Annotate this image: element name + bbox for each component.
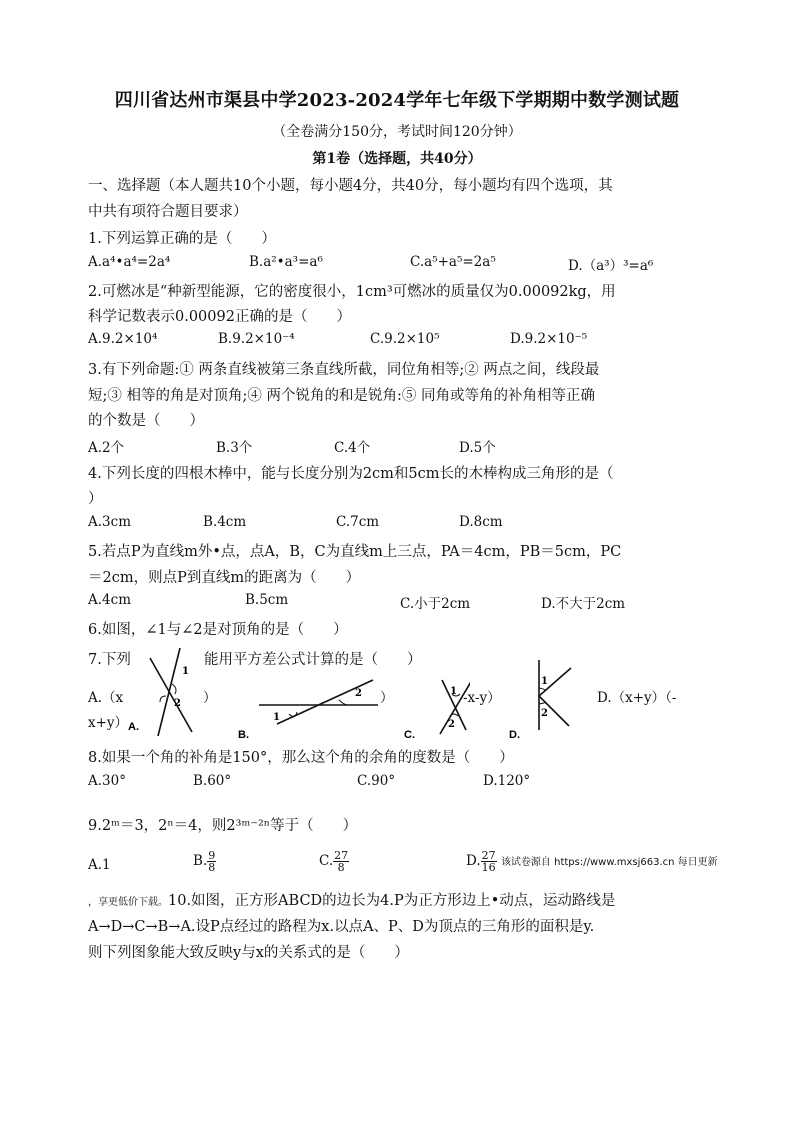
q8-option-b: B.60° xyxy=(193,773,232,789)
q2-stem-line2: 科学记数表示0.00092正确的是（ ） xyxy=(88,309,351,325)
q6-stem: 6.如图，∠1与∠2是对顶角的是（ ） xyxy=(88,622,348,638)
q4-option-c: C.7cm xyxy=(336,514,380,530)
q9-c-numerator: 27 xyxy=(334,849,349,862)
fig-c-angle2: 2 xyxy=(448,719,455,730)
q9-option-c-label: C. xyxy=(319,853,334,869)
q9-option-d-label: D. xyxy=(466,853,481,869)
q3-option-c: C.4个 xyxy=(334,440,371,456)
q7-option-a: A.（x xyxy=(88,690,124,706)
q8-stem: 8.如果一个角的补角是150°，那么这个角的余角的度数是（ ） xyxy=(88,750,514,766)
q5-stem-line1: 5.若点P为直线m外•点，点A，B，C为直线m上三点，PA＝4cm，PB＝5cm，PC xyxy=(88,544,622,560)
q5-option-b: B.5cm xyxy=(245,592,289,608)
q5-option-a: A.4cm xyxy=(88,592,131,608)
fig-b-label: B. xyxy=(238,729,249,741)
q9-b-denominator: 8 xyxy=(208,861,216,874)
q7-option-c-end: -x-y） xyxy=(463,690,501,706)
q3-option-b: B.3个 xyxy=(216,440,253,456)
source-watermark-tail: ，享更低价下载。 xyxy=(88,897,168,908)
q10-line1-text: 10.如图，正方形ABCD的边长为4.P为正方形边上•动点，运动路线是 xyxy=(168,893,616,909)
q3-option-d: D.5个 xyxy=(459,440,496,456)
q7-stem-start: 7.下列 xyxy=(88,652,131,668)
q1-option-c: C.a⁵+a⁵=2a⁵ xyxy=(410,254,496,270)
fig-d-angle2: 2 xyxy=(541,708,548,719)
q9-option-b xyxy=(193,850,216,873)
q8-option-c: C.90° xyxy=(357,773,396,789)
q1-option-b: B.a²•a³=a⁶ xyxy=(249,254,323,270)
q8-option-a: A.30° xyxy=(88,773,126,789)
q9-d-numerator: 27 xyxy=(481,849,496,862)
q4-stem-line1: 4.下列长度的四根木棒中，能与长度分别为2cm和5cm长的木棒构成三角形的是（ xyxy=(88,466,614,482)
q7-option-d: D.（x+y）（- xyxy=(597,690,677,706)
q3-stem-line2: 短;③ 相等的角是对顶角;④ 两个锐角的和是锐角:⑤ 同角或等角的补角相等正确 xyxy=(88,388,595,404)
fig-b-angle1: 1 xyxy=(273,712,280,723)
fig-c-label: C. xyxy=(404,729,415,741)
q7-option-d-continued: x+y） xyxy=(88,715,129,731)
q6-figure-d xyxy=(505,658,585,742)
fig-c-angle1: 1 xyxy=(450,686,457,697)
q9-d-denominator: 16 xyxy=(481,861,496,874)
q9-stem: 9.2ᵐ＝3，2ⁿ＝4，则2³ᵐ⁻²ⁿ等于（ ） xyxy=(88,818,358,834)
page-title: 四川省达州市渠县中学2023-2024学年七年级下学期期中数学测试题 xyxy=(114,90,680,111)
q9-option-b-label: B. xyxy=(193,853,208,869)
q2-stem-line1: 2.可燃冰是“种新型能源，它的密度很小，1cm³可燃冰的质量仅为0.00092kg，用 xyxy=(88,284,616,300)
q2-option-b: B.9.2×10⁻⁴ xyxy=(218,331,295,347)
q10-stem-line3: 则下列图象能大致反映y与x的关系式的是（ ） xyxy=(88,945,409,961)
q6-figure-a xyxy=(120,644,215,739)
q6-figure-b xyxy=(235,672,380,742)
q7-stem-end: 能用平方差公式计算的是（ ） xyxy=(204,652,422,668)
source-watermark: 该试卷源自 https://www.mxsj663.cn 每日更新 xyxy=(500,857,718,868)
exam-info: （全卷满分150分，考试时间120分钟） xyxy=(272,124,522,140)
q3-option-a: A.2个 xyxy=(88,440,125,456)
fig-a-label: A. xyxy=(128,721,139,733)
section-intro-line1: 一、选择题（本人题共10个小题，每小题4分，共40分，每小题均有四个选项，其 xyxy=(88,178,613,194)
fig-d-angle1: 1 xyxy=(541,676,548,687)
q9-option-a: A.1 xyxy=(88,857,111,873)
q4-stem-line2: ） xyxy=(88,491,103,507)
q7-option-a-end: ） xyxy=(203,690,217,706)
q4-option-d: D.8cm xyxy=(459,514,503,530)
fig-a-angle1: 1 xyxy=(182,666,189,677)
q5-option-d: D.不大于2cm xyxy=(541,596,626,612)
q6-figure-c xyxy=(400,672,470,742)
q9-option-c xyxy=(319,850,349,873)
q10-stem-line1 xyxy=(88,889,615,910)
q2-option-d: D.9.2×10⁻⁵ xyxy=(510,331,588,347)
q10-stem-line2: A→D→C→B→A.设P点经过的路程为x.以点A、P、D为顶点的三角形的面积是y. xyxy=(88,919,595,935)
q1-option-d: D.（a³）³=a⁶ xyxy=(568,258,654,274)
q7-option-b-end: ） xyxy=(380,690,394,706)
q8-option-d: D.120° xyxy=(483,773,531,789)
q1-stem: 1.下列运算正确的是（ ） xyxy=(88,231,276,247)
fig-a-angle2: 2 xyxy=(174,698,181,709)
volume-heading: 第1卷（选择题，共40分） xyxy=(312,151,482,167)
q4-option-a: A.3cm xyxy=(88,514,131,530)
fig-d-label: D. xyxy=(509,729,520,741)
section-intro-line2: 中共有项符合题目要求） xyxy=(88,204,248,220)
fig-b-angle2: 2 xyxy=(355,688,362,699)
q9-option-d xyxy=(466,850,718,873)
q4-option-b: B.4cm xyxy=(203,514,247,530)
q9-b-numerator: 9 xyxy=(208,849,216,862)
q2-option-a: A.9.2×10⁴ xyxy=(88,331,158,347)
q5-option-c: C.小于2cm xyxy=(400,596,471,612)
q5-stem-line2: ＝2cm，则点P到直线m的距离为（ ） xyxy=(88,570,361,586)
q3-stem-line3: 的个数是（ ） xyxy=(88,413,204,429)
q2-option-c: C.9.2×10⁵ xyxy=(370,331,440,347)
q9-c-denominator: 8 xyxy=(337,861,345,874)
q3-stem-line1: 3.有下列命题:① 两条直线被第三条直线所截，同位角相等;② 两点之间，线段最 xyxy=(88,362,600,378)
q1-option-a: A.a⁴•a⁴=2a⁴ xyxy=(88,254,171,270)
